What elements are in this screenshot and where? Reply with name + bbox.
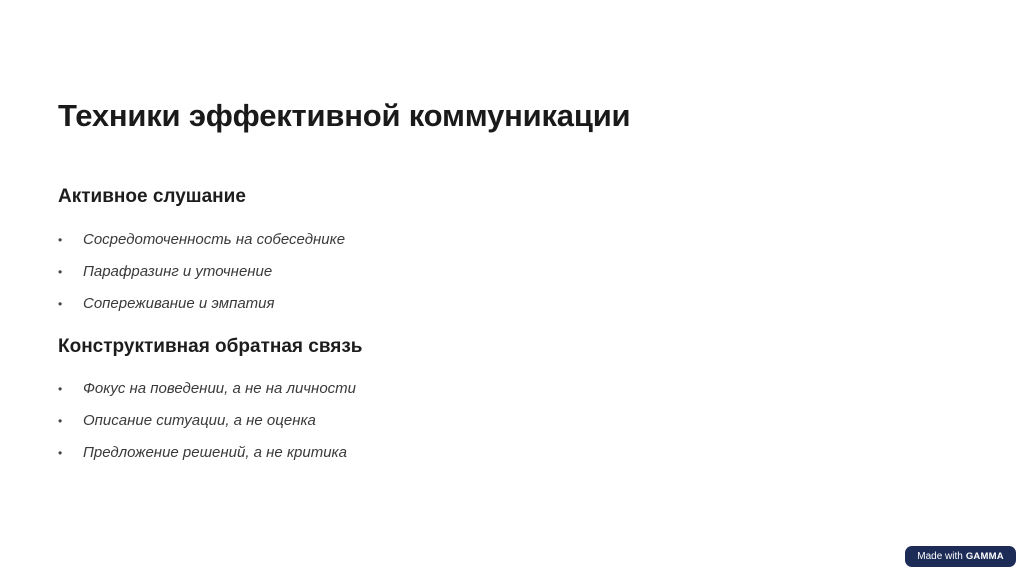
- bullet-icon: •: [58, 233, 63, 247]
- bullet-icon: •: [58, 265, 63, 279]
- list-item-text: Сосредоточенность на собеседнике: [83, 231, 346, 248]
- bullet-icon: •: [58, 446, 63, 460]
- bullet-icon: •: [58, 382, 63, 396]
- made-with-gamma-badge[interactable]: [905, 546, 1016, 567]
- list-item-text: Сопереживание и эмпатия: [83, 295, 275, 312]
- made-with-label: Made with: [917, 551, 963, 562]
- list-item-text: Фокус на поведении, а не на личности: [83, 380, 356, 397]
- section-heading-active-listening: Активное слушание: [58, 186, 246, 207]
- list-item-text: Парафразинг и уточнение: [83, 263, 273, 280]
- slide-title: Техники эффективной коммуникации: [58, 98, 631, 133]
- list-item-text: Описание ситуации, а не оценка: [83, 412, 316, 429]
- section-heading-constructive-feedback: Конструктивная обратная связь: [58, 336, 363, 357]
- bullet-icon: •: [58, 414, 63, 428]
- gamma-logo: GAMMA: [965, 551, 1004, 562]
- bullet-icon: •: [58, 297, 63, 311]
- list-item-text: Предложение решений, а не критика: [83, 444, 347, 461]
